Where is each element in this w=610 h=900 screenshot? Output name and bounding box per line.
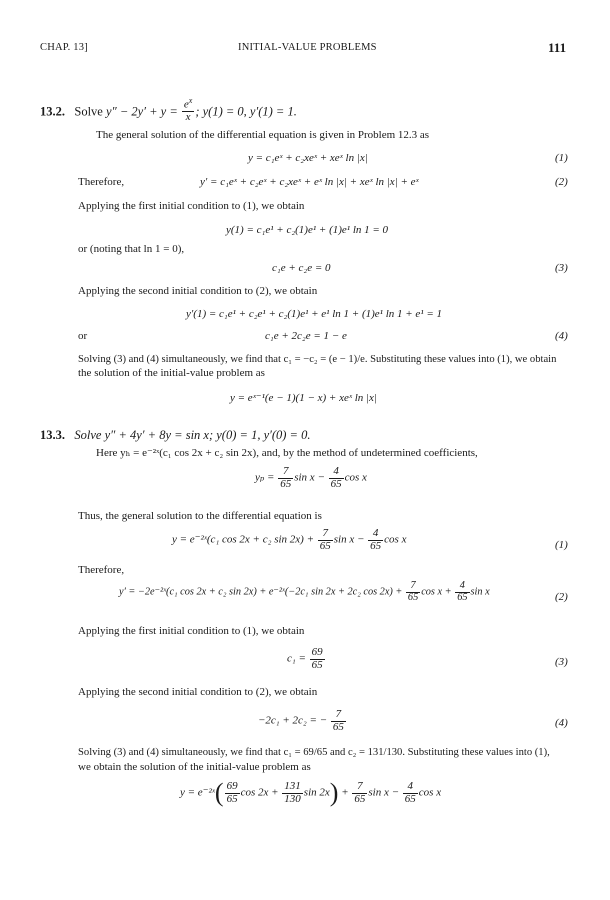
- problem-lhs: y″ − 2y′ + y =: [105, 104, 178, 119]
- p133-particular-solution: [255, 466, 367, 490]
- fraction-numerator-exponent: x: [188, 96, 193, 105]
- eq-lhs: −2c₁ + 2c₂ = −: [258, 714, 328, 727]
- p132-solving-line1: Solving (3) and (4) simultaneously, we find that c₁ = −c₂ = (e − 1)/e. Substituting these values into (1), we obtain: [78, 354, 557, 365]
- p133-therefore: Therefore,: [78, 564, 125, 576]
- eq-lhs: c₁ =: [287, 652, 306, 665]
- running-header-chapter: CHAP. 13]: [40, 42, 88, 53]
- p133-general-solution: [172, 528, 406, 552]
- numerator: 4: [368, 528, 383, 541]
- p132-apply2: Applying the second initial condition to (2), we obtain: [78, 285, 318, 297]
- p132-eq3: c₁e + c₂e = 0: [272, 262, 331, 274]
- fraction: [310, 647, 325, 671]
- term: cos x: [384, 533, 407, 546]
- p133-final-solution: [180, 780, 441, 806]
- p132-eq3-number: (3): [555, 262, 568, 274]
- p133-intro: Here yₕ = e⁻²ˣ(c₁ cos 2x + c₂ sin 2x), and, by the method of undetermined coefficients,: [96, 447, 478, 459]
- eq-lhs: yₚ =: [255, 471, 275, 484]
- numerator: 4: [403, 781, 418, 794]
- problem-text: Solve y″ + 4y′ + 8y = sin x; y(0) = 1, y′(0) = 0.: [74, 428, 311, 442]
- numerator: 7: [406, 581, 420, 593]
- numerator: 7: [352, 781, 367, 794]
- right-paren: ): [329, 778, 339, 807]
- p132-eq1: y = c₁eˣ + c₂xeˣ + xeˣ ln |x|: [248, 152, 368, 164]
- term: cos x +: [421, 586, 452, 598]
- eq-lhs: y′ = −2e⁻²ˣ(c₁ cos 2x + c₂ sin 2x) + e⁻²ˣ(−2c₁ sin 2x + 2c₂ cos 2x) +: [119, 586, 403, 598]
- fraction: [403, 781, 418, 805]
- p133-solving-line2: we obtain the solution of the initial-value problem as: [78, 761, 311, 773]
- p132-or: or: [78, 330, 88, 342]
- term: cos x: [344, 471, 367, 484]
- p132-therefore: Therefore,: [78, 176, 125, 188]
- p132-eq1-number: (1): [555, 152, 568, 164]
- problem-conditions: ; y(1) = 0, y′(1) = 1.: [195, 104, 297, 119]
- p133-thus: Thus, the general solution to the differential equation is: [78, 510, 322, 522]
- p133-solving-line1: Solving (3) and (4) simultaneously, we find that c₁ = 69/65 and c₂ = 131/130. Substituting these values into (1),: [78, 747, 550, 758]
- p132-eq2: y′ = c₁eˣ + c₂eˣ + c₂xeˣ + eˣ ln |x| + xeˣ ln |x| + eˣ: [200, 176, 419, 188]
- p132-eq-a: y(1) = c₁e¹ + c₂(1)e¹ + (1)e¹ ln 1 = 0: [226, 224, 389, 236]
- denominator: 65: [404, 792, 416, 805]
- p132-eq4: c₁e + 2c₂e = 1 − e: [265, 330, 347, 342]
- term: cos x: [418, 786, 442, 799]
- eq-lhs: y = e⁻²ˣ(c₁ cos 2x + c₂ sin 2x) +: [172, 533, 314, 546]
- eq-lhs: y = e⁻²ˣ: [180, 786, 215, 799]
- fraction: [455, 581, 469, 604]
- p133-apply1: Applying the first initial condition to (1), we obtain: [78, 625, 305, 637]
- problem-13-2-statement: [40, 96, 297, 126]
- denominator: 65: [407, 591, 419, 603]
- p133-eq4-number: (4): [555, 717, 568, 729]
- fraction: [318, 528, 333, 552]
- denominator: 65: [280, 477, 292, 490]
- page-number: 111: [548, 40, 567, 55]
- term: sin x −: [368, 786, 400, 799]
- fraction: [278, 466, 293, 490]
- fraction: [329, 466, 344, 490]
- numerator: 131: [284, 779, 301, 792]
- solve-word: Solve: [74, 104, 103, 119]
- fraction: [406, 581, 420, 604]
- problem-number: 13.2.: [40, 104, 65, 119]
- problem-13-3-statement: [40, 428, 310, 443]
- p132-eq-b: y′(1) = c₁e¹ + c₂e¹ + c₂(1)e¹ + e¹ ln 1 + (1)e¹ ln 1 + e¹ = 1: [186, 308, 443, 320]
- fraction: [368, 528, 383, 552]
- p132-solving-line2: the solution of the initial-value problem as: [78, 367, 265, 379]
- term: sin x −: [333, 533, 365, 546]
- p133-c2-equation: [258, 709, 347, 733]
- denominator: 130: [284, 792, 301, 805]
- p132-final-solution: y = eˣ⁻¹(e − 1)(1 − x) + xeˣ ln |x|: [230, 392, 377, 404]
- p133-eq3-number: (3): [555, 656, 568, 668]
- numerator: 4: [455, 581, 469, 593]
- fraction: [331, 709, 346, 733]
- problem-number: 13.3.: [40, 428, 65, 442]
- fraction: [282, 781, 303, 805]
- numerator: 69: [311, 646, 323, 658]
- numerator: 4: [329, 466, 344, 479]
- denominator: 65: [330, 477, 342, 490]
- problem-fraction: [182, 97, 194, 124]
- p133-eq1-number: (1): [555, 539, 568, 551]
- term: sin x −: [294, 471, 325, 484]
- running-header-title: INITIAL-VALUE PROBLEMS: [238, 42, 377, 53]
- numerator: 7: [318, 528, 333, 541]
- fraction-denominator: x: [185, 111, 191, 124]
- numerator: 7: [331, 709, 346, 722]
- term: sin 2x: [303, 786, 330, 799]
- denominator: 65: [457, 591, 468, 603]
- p132-noting: or (noting that ln 1 = 0),: [78, 243, 185, 255]
- p132-apply1: Applying the first initial condition to (1), we obtain: [78, 200, 305, 212]
- p133-apply2: Applying the second initial condition to (2), we obtain: [78, 686, 318, 698]
- p132-intro: The general solution of the differential equation is given in Problem 12.3 as: [96, 129, 430, 141]
- p132-eq2-number: (2): [555, 176, 568, 188]
- left-paren: (: [214, 778, 224, 807]
- numerator: 69: [226, 779, 238, 792]
- p133-derivative: [119, 581, 490, 604]
- term: sin x: [470, 586, 490, 598]
- p133-c1-equation: [287, 647, 326, 671]
- p133-eq2-number: (2): [555, 591, 568, 603]
- numerator: 7: [278, 466, 293, 479]
- term: cos 2x +: [240, 786, 279, 799]
- denominator: 65: [332, 720, 344, 733]
- denominator: 65: [319, 539, 331, 552]
- denominator: 65: [354, 792, 366, 805]
- denominator: 65: [311, 658, 323, 671]
- denominator: 65: [226, 792, 238, 805]
- p132-eq4-number: (4): [555, 330, 568, 342]
- fraction: [225, 781, 240, 805]
- fraction: [352, 781, 367, 805]
- plus-sign: +: [341, 786, 349, 799]
- fraction-numerator: e: [183, 98, 189, 111]
- denominator: 65: [370, 539, 382, 552]
